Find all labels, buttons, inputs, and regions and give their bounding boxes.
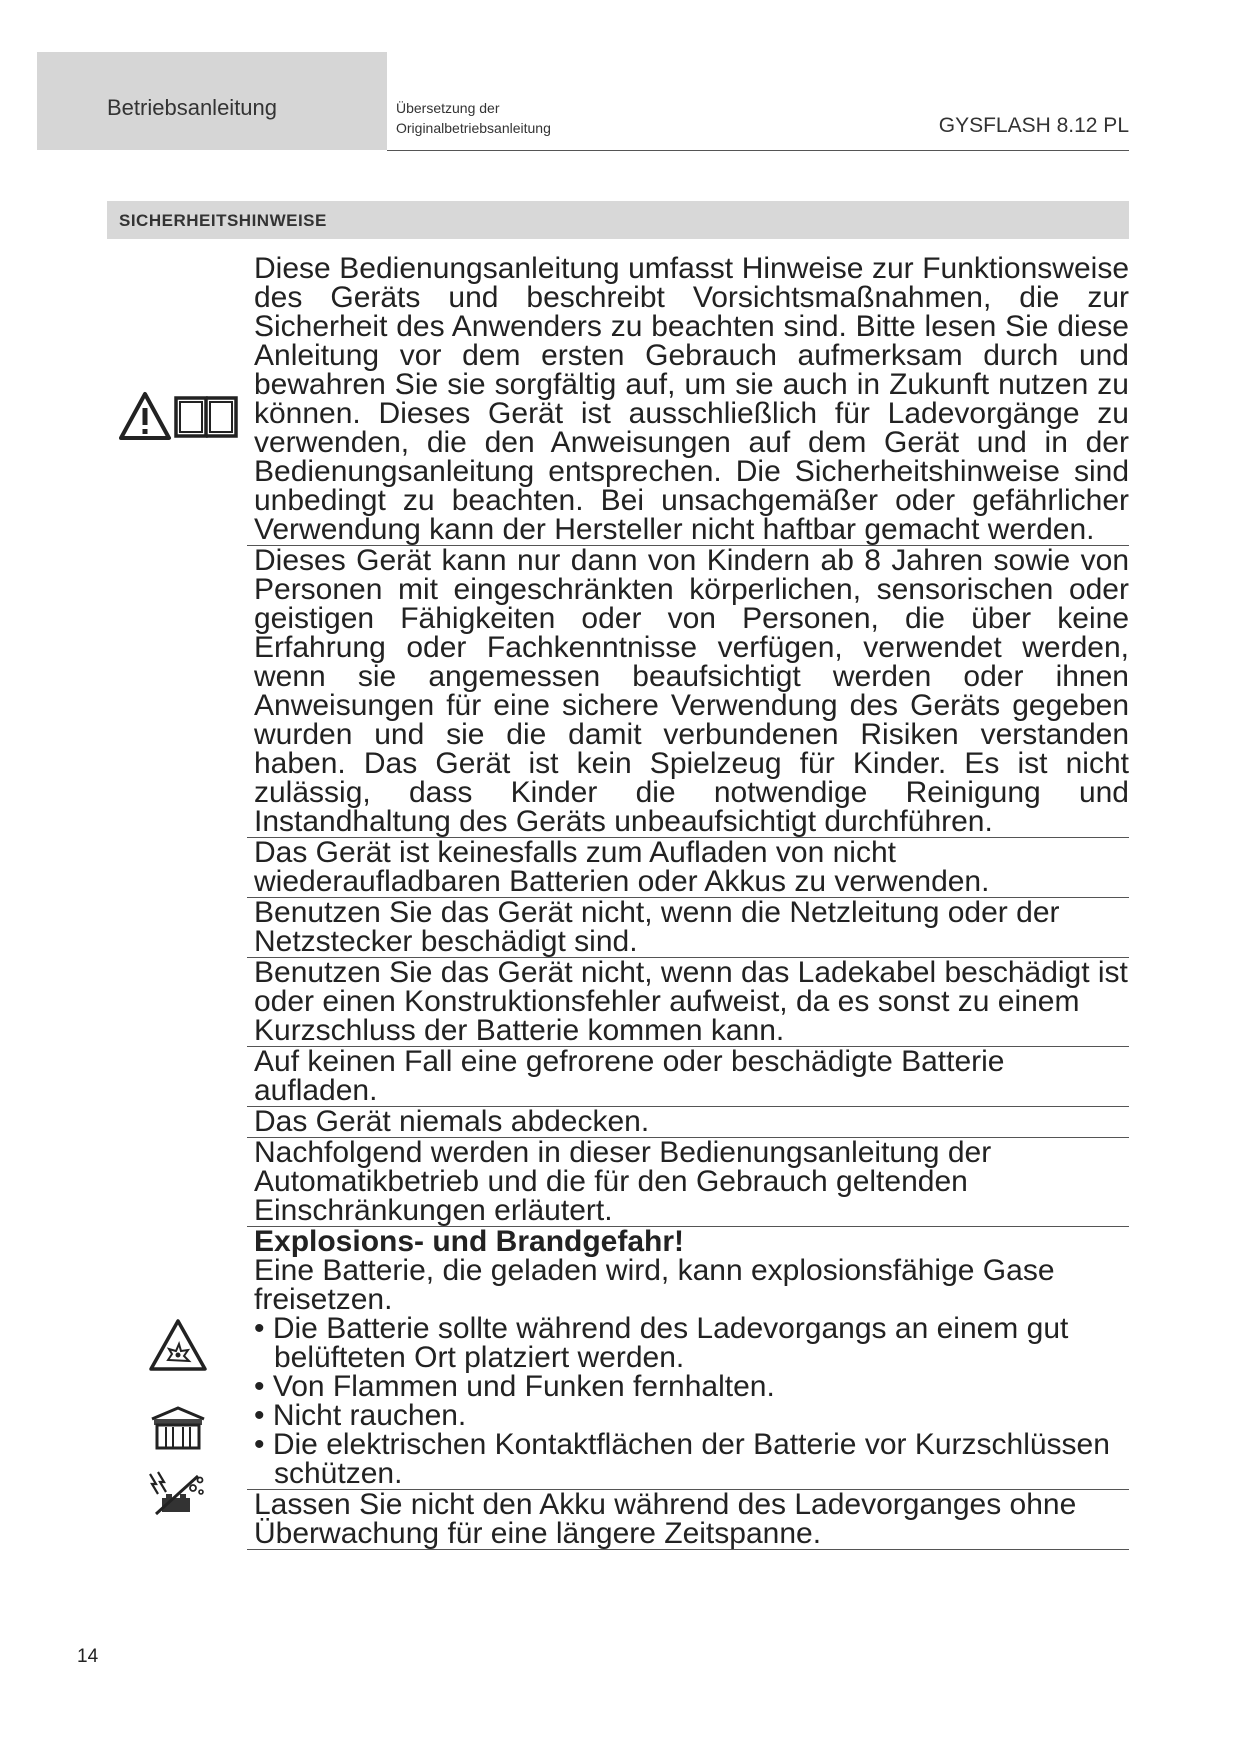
instruction-text: Benutzen Sie das Gerät nicht, wenn das Ladekabel beschädigt ist oder einen Konstruktionsfehler aufweist, da es sonst zu einem Kurzschluss der Batterie kommen kann.: [254, 956, 1128, 1047]
translation-line-1: Übersetzung der: [396, 100, 500, 116]
instruction-damaged-cord: [247, 898, 1129, 958]
safety-instructions: [247, 254, 1129, 1550]
instruction-frozen-battery: [247, 1047, 1129, 1107]
instruction-text: Lassen Sie nicht den Akku während des Ladevorganges ohne Überwachung für eine längere Zeitspanne.: [254, 1488, 1077, 1550]
translation-line-2: Originalbetriebsanleitung: [396, 120, 551, 136]
instruction-no-cover: [247, 1107, 1129, 1138]
instruction-damaged-cable: [247, 958, 1129, 1047]
translation-note: [396, 98, 551, 138]
explosion-text: Eine Batterie, die geladen wird, kann explosionsfähige Gase freisetzen.: [254, 1254, 1055, 1316]
page-number: 14: [77, 1646, 99, 1667]
instruction-text: Nachfolgend werden in dieser Bedienungsanleitung der Automatikbetrieb und die für den Gebrauch geltenden Einschränkungen erläutert.: [254, 1136, 992, 1227]
instruction-intro: [247, 254, 1129, 546]
instruction-supervision: [247, 1490, 1129, 1550]
instruction-non-rechargeable: [247, 838, 1129, 898]
section-title: SICHERHEITSHINWEISE: [107, 201, 1129, 239]
explosion-warning-icon: [148, 1318, 208, 1372]
instruction-text: Das Gerät ist keinesfalls zum Aufladen von nicht wiederaufladbaren Batterien oder Akkus zu verwenden.: [254, 836, 990, 898]
instruction-text: Dieses Gerät kann nur dann von Kindern ab 8 Jahren sowie von Personen mit eingeschränkten körperlichen, sensorischen oder geistigen Fähigkeiten oder von Personen, die über keine Erfahrung oder Fachkenntnisse verfügen, verwendet werden, wenn sie angemessen beaufsichtigt werden oder ihnen Anweisungen für eine sichere Verwendung des Geräts gegeben wurden und sie die damit verbundenen Risiken verstanden haben. Das Gerät ist kein Spielzeug für Kinder. Es ist nicht zulässig, dass Kinder die notwendige Reinigung und Instandhaltung des Geräts unbeaufsichtigt durchführen.: [254, 544, 1129, 838]
warning-read-manual-icon: [118, 390, 240, 442]
no-flames-sparks-icon: [146, 1470, 208, 1516]
bullet-item: • Nicht rauchen.: [254, 1399, 467, 1432]
instruction-text: Das Gerät niemals abdecken.: [254, 1105, 650, 1138]
explosion-heading: Explosions- und Brandgefahr!: [254, 1225, 685, 1258]
header-divider: [387, 150, 1129, 151]
bullet-item: • Die elektrischen Kontaktflächen der Batterie vor Kurzschlüssen schützen.: [254, 1428, 1110, 1490]
instruction-text: Benutzen Sie das Gerät nicht, wenn die Netzleitung oder der Netzstecker beschädigt sind.: [254, 896, 1060, 958]
instruction-children: [247, 546, 1129, 838]
instruction-automatic-mode: [247, 1138, 1129, 1227]
bullet-item: • Von Flammen und Funken fernhalten.: [254, 1370, 775, 1403]
instruction-text: Diese Bedienungsanleitung umfasst Hinweise zur Funktionsweise des Geräts und beschreibt Vorsichtsmaßnahmen, die zur Sicherheit des Anwenders zu beachten sind. Bitte lesen Sie diese Anleitung vor dem ersten Gebrauch aufmerksam durch und bewahren Sie sie sorgfältig auf, um sie auch in Zukunft nutzen zu können. Dieses Gerät ist ausschließlich für Ladevorgänge zu verwenden, die den Anweisungen auf dem Gerät und in der Bedienungsanleitung entsprechen. Die Sicherheitshinweise sind unbedingt zu beachten. Bei unsachgemäßer oder gefährlicher Verwendung kann der Hersteller nicht haftbar gemacht werden.: [254, 252, 1129, 546]
model-name: GYSFLASH 8.12 PL: [938, 114, 1129, 137]
ventilated-place-icon: [148, 1405, 208, 1451]
manual-title: Betriebsanleitung: [107, 95, 278, 120]
instruction-explosion: [247, 1227, 1129, 1490]
instruction-text: Auf keinen Fall eine gefrorene oder beschädigte Batterie aufladen.: [254, 1045, 1005, 1107]
bullet-item: • Die Batterie sollte während des Ladevorgangs an einem gut belüfteten Ort platziert werden.: [254, 1312, 1069, 1374]
